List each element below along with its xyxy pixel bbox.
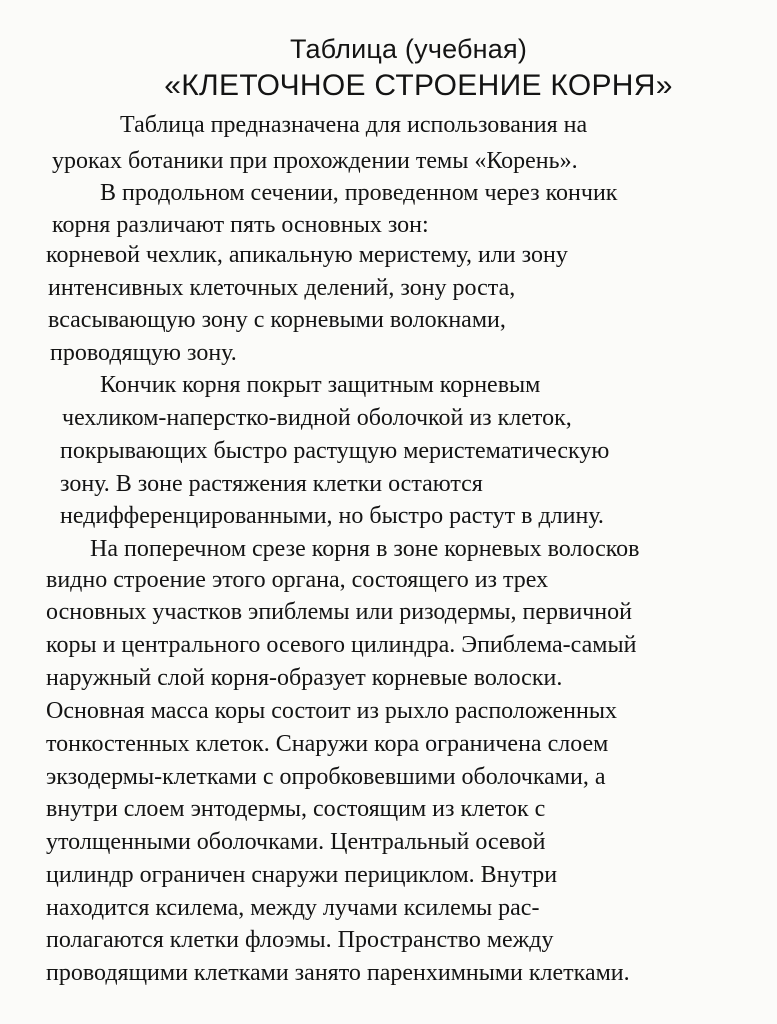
text-line: уроках ботаники при прохождении темы «Корень».	[52, 148, 578, 174]
text-line: На поперечном срезе корня в зоне корневых волосков	[90, 536, 640, 562]
text-line: недифференцированными, но быстро растут в длину.	[60, 503, 604, 529]
text-line: интенсивных клеточных делений, зону роста,	[48, 275, 516, 301]
text-line: проводящую зону.	[50, 340, 237, 366]
text-line: цилиндр ограничен снаружи перициклом. Внутри	[46, 862, 558, 888]
text-line: коры и центрального осевого цилиндра. Эпиблема-самый	[46, 632, 637, 658]
text-line: Таблица предназначена для использования на	[120, 112, 588, 138]
text-line: наружный слой корня-образует корневые волоски.	[46, 665, 563, 691]
text-line: проводящими клетками занято паренхимными клетками.	[46, 960, 630, 986]
text-line: покрывающих быстро растущую меристематическую	[60, 438, 610, 464]
text-line: чехликом-наперстко-видной оболочкой из клеток,	[62, 405, 572, 431]
text-line: утолщенными оболочками. Центральный осевой	[46, 829, 546, 855]
document-title-line-2: «КЛЕТОЧНОЕ СТРОЕНИЕ КОРНЯ»	[164, 69, 673, 102]
text-line: основных участков эпиблемы или ризодермы, первичной	[46, 599, 632, 625]
text-line: корня различают пять основных зон:	[52, 212, 429, 238]
text-line: внутри слоем энтодермы, состоящим из клеток с	[46, 796, 546, 822]
text-line: всасывающую зону с корневыми волокнами,	[48, 307, 506, 333]
text-line: Кончик корня покрыт защитным корневым	[100, 372, 541, 398]
document-title-line-1: Таблица (учебная)	[289, 34, 528, 64]
text-line: видно строение этого органа, состоящего из трех	[46, 567, 549, 593]
text-line: зону. В зоне растяжения клетки остаются	[60, 471, 483, 497]
text-line: находится ксилема, между лучами ксилемы рас-	[46, 895, 540, 921]
text-line: корневой чехлик, апикальную меристему, или зону	[46, 242, 568, 268]
text-line: Основная масса коры состоит из рыхло расположенных	[46, 698, 617, 724]
text-line: В продольном сечении, проведенном через кончик	[100, 180, 618, 206]
text-line: экзодермы-клетками с опробковевшими оболочками, а	[46, 764, 606, 790]
text-line: тонкостенных клеток. Снаружи кора ограничена слоем	[46, 731, 609, 757]
text-line: полагаются клетки флоэмы. Пространство между	[46, 927, 554, 953]
